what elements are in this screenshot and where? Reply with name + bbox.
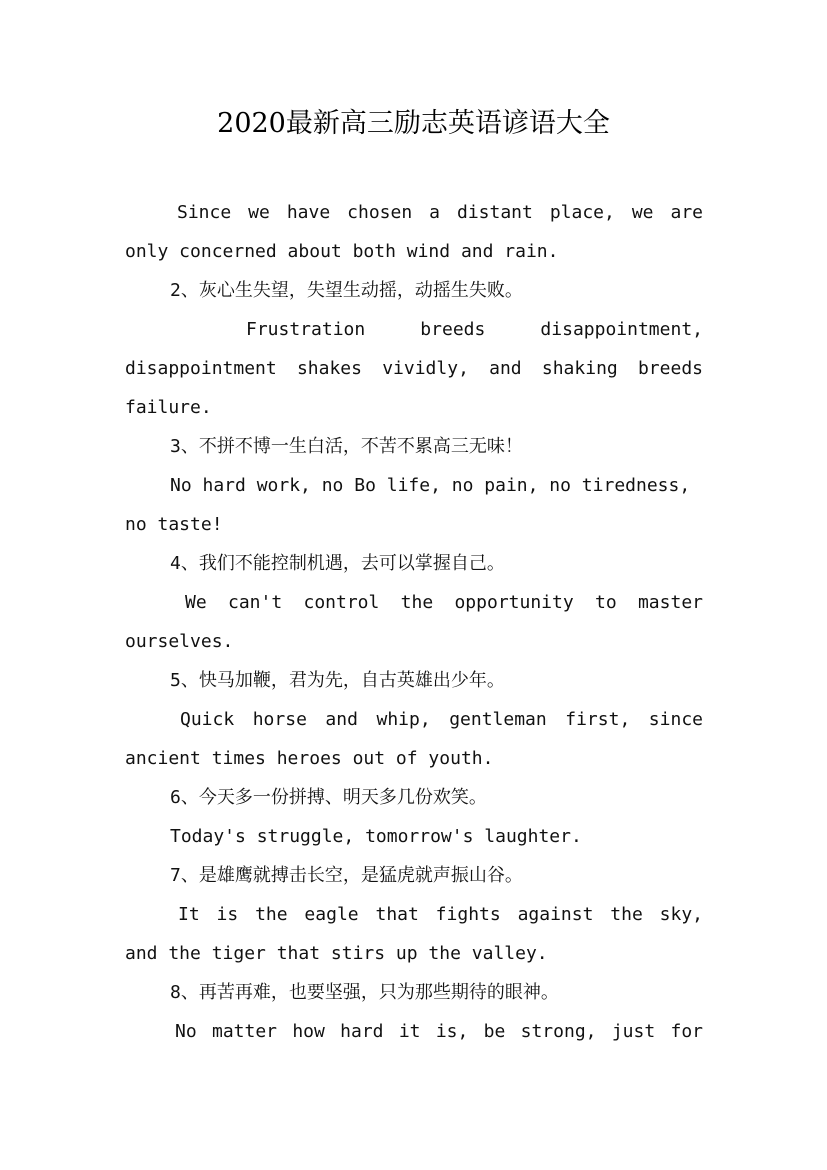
- chinese-line: 3、不拼不博一生白活，不苦不累高三无味！: [170, 436, 523, 457]
- chinese-line: 7、是雄鹰就搏击长空，是猛虎就声振山谷。: [170, 865, 523, 886]
- english-line: only concerned about both wind and rain.: [125, 241, 559, 262]
- chinese-line: 6、今天多一份拼搏、明天多几份欢笑。: [170, 787, 487, 808]
- english-line: and the tiger that stirs up the valley.: [125, 943, 548, 964]
- chinese-line: 8、再苦再难，也要坚强，只为那些期待的眼神。: [170, 982, 559, 1003]
- english-line: No matter how hard it is, be strong, just for: [175, 1021, 703, 1042]
- english-line: ourselves.: [125, 631, 234, 652]
- english-line: We can't control the opportunity to master: [185, 592, 703, 613]
- english-line: Since we have chosen a distant place, we are: [177, 202, 703, 223]
- english-line: It is the eagle that fights against the sky,: [178, 904, 703, 925]
- document-title: 2020最新高三励志英语谚语大全: [217, 108, 610, 139]
- english-line: Quick horse and whip, gentleman first, since: [180, 709, 703, 730]
- chinese-line: 4、我们不能控制机遇，去可以掌握自己。: [170, 553, 505, 574]
- document-body: [125, 193, 703, 1051]
- chinese-line: 5、快马加鞭，君为先，自古英雄出少年。: [170, 670, 505, 691]
- english-line: no taste!: [125, 514, 223, 535]
- english-line: Today's struggle, tomorrow's laughter.: [170, 826, 582, 847]
- english-line: Frustration breeds disappointment,: [246, 319, 703, 340]
- english-line: disappointment shakes vividly, and shaking breeds: [125, 358, 703, 379]
- english-line: ancient times heroes out of youth.: [125, 748, 494, 769]
- chinese-line: 2、灰心生失望，失望生动摇，动摇生失败。: [170, 280, 523, 301]
- english-line: No hard work, no Bo life, no pain, no tiredness,: [170, 475, 691, 496]
- english-line: failure.: [125, 397, 212, 418]
